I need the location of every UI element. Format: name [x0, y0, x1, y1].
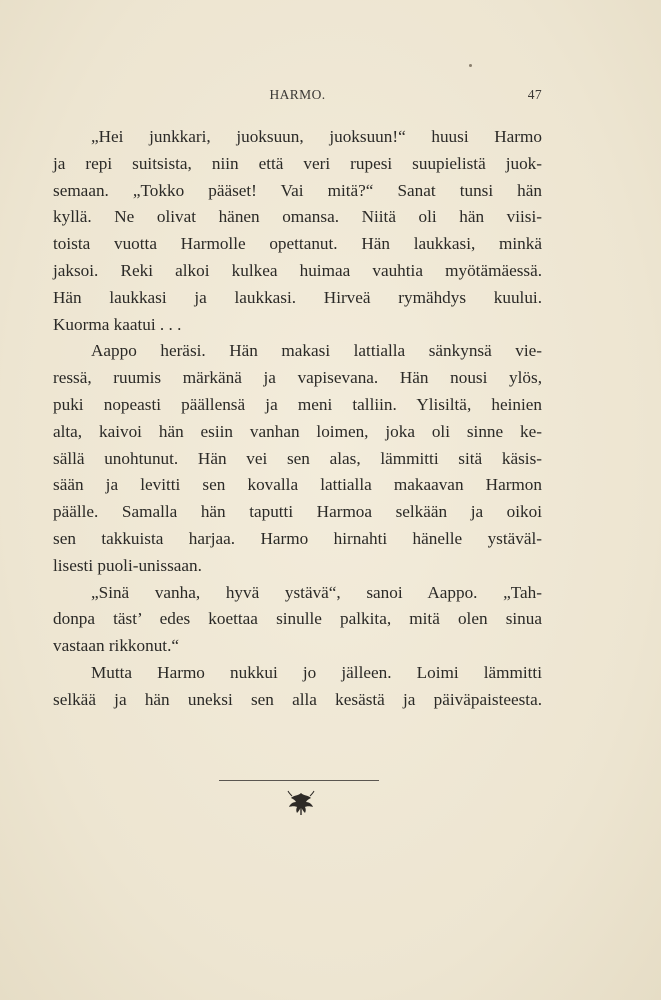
text-line: Kuorma kaatui . . .: [53, 314, 182, 334]
text-line: päälle. Samalla hän taputti Harmoa selkään ja oikoi: [53, 502, 542, 522]
text-line: kyllä. Ne olivat hänen omansa. Niitä oli hän viisi-: [53, 207, 542, 227]
text-line: toista vuotta Harmolle opettanut. Hän laukkasi, minkä: [53, 234, 542, 254]
text-line: semaan. „Tokko pääset! Vai mitä?“ Sanat tunsi hän: [53, 180, 542, 200]
text-line: selkää ja hän uneksi sen alla kesästä ja päiväpaisteesta.: [53, 689, 542, 709]
text-line: Aappo heräsi. Hän makasi lattialla sänkynsä vie-: [91, 341, 542, 361]
text-line: sällä unohtunut. Hän vei sen alas, lämmitti sitä käsis-: [53, 448, 542, 468]
text-line: ja repi suitsista, niin että veri rupesi suupielistä juok-: [53, 153, 542, 173]
running-title: HARMO.: [269, 87, 326, 102]
paper-speck: [469, 64, 472, 67]
page-number: 47: [527, 87, 542, 102]
text-line: alta, kaivoi hän esiin vanhan loimen, joka oli sinne ke-: [53, 421, 542, 441]
text-line: donpa täst’ edes koettaa sinulle palkita, mitä olen sinua: [53, 609, 542, 629]
text-line: „Sinä vanha, hyvä ystävä“, sanoi Aappo. „Tah-: [91, 582, 542, 602]
grape-leaf-fleuron-icon: [286, 790, 316, 816]
text-line: vastaan rikkonut.“: [53, 636, 180, 656]
text-line: „Hei junkkari, juoksuun, juoksuun!“ huusi Harmo: [91, 127, 542, 146]
text-line: sään ja levitti sen kovalla lattialla makaavan Harmon: [53, 475, 542, 495]
body-text: [53, 124, 542, 714]
text-line: Mutta Harmo nukkui jo jälleen. Loimi lämmitti: [91, 662, 542, 682]
text-line: Hän laukkasi ja laukkasi. Hirveä rymähdys kuului.: [53, 287, 542, 307]
page-header: [53, 87, 542, 107]
text-line: puki nopeasti päällensä ja meni talliin. Ylisiltä, heinien: [53, 394, 542, 414]
section-divider: [219, 780, 379, 781]
text-line: ressä, ruumis märkänä ja vapisevana. Hän nousi ylös,: [53, 368, 542, 388]
text-line: lisesti puoli-unissaan.: [53, 555, 202, 575]
text-line: jaksoi. Reki alkoi kulkea huimaa vauhtia myötämäessä.: [53, 260, 542, 280]
text-line: sen takkuista harjaa. Harmo hirnahti hänelle ystäväl-: [53, 528, 542, 548]
